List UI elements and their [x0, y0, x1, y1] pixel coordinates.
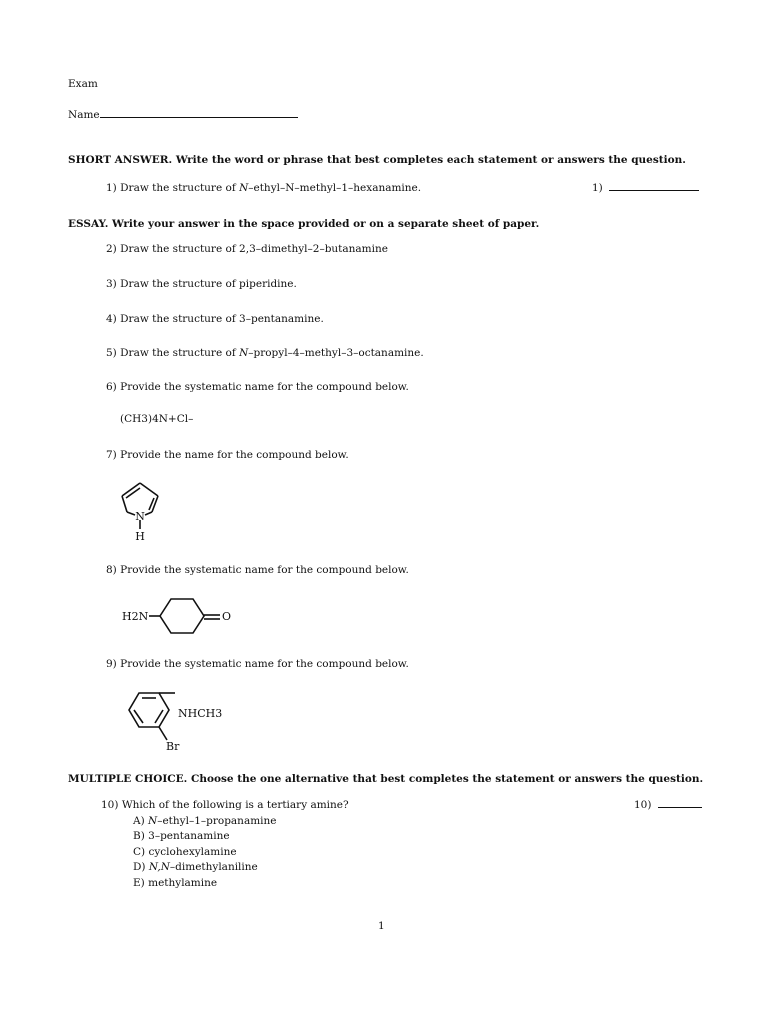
label-o: O [222, 610, 232, 623]
question-text: Draw the structure of 2,3–dimethyl–2–butanamine [120, 243, 388, 255]
name-label: Name [68, 109, 100, 121]
option-b[interactable] [133, 830, 230, 842]
answer-blank-1[interactable] [609, 190, 699, 191]
answer-number: 1) [592, 182, 603, 194]
label-nhch3: NHCH3 [178, 707, 223, 720]
question-2 [106, 243, 388, 255]
option-letter: C) [133, 846, 146, 858]
question-text: Provide the systematic name for the compound below. [120, 381, 409, 393]
answer-1 [592, 182, 699, 194]
label-h2n: H2N [122, 610, 149, 623]
question-number: 8) [106, 564, 117, 576]
formula-q6: (CH3)4N+Cl– [120, 413, 194, 425]
question-number: 10) [101, 799, 119, 811]
short-answer-heading: SHORT ANSWER. Write the word or phrase that best completes each statement or answers the question. [68, 154, 686, 166]
option-letter: D) [133, 861, 146, 873]
multiple-choice-heading: MULTIPLE CHOICE. Choose the one alternative that best completes the statement or answers the question. [68, 773, 704, 785]
option-letter: A) [133, 815, 145, 827]
question-6 [106, 381, 409, 393]
option-letter: E) [133, 877, 145, 889]
question-text: Provide the name for the compound below. [120, 449, 349, 461]
atom-n: N [135, 510, 145, 523]
question-number: 6) [106, 381, 117, 393]
option-c[interactable] [133, 846, 237, 858]
question-5 [106, 347, 424, 359]
option-text: 3–pentanamine [148, 830, 230, 842]
question-number: 7) [106, 449, 117, 461]
option-text: cyclohexylamine [148, 846, 237, 858]
question-number: 4) [106, 313, 117, 325]
question-number: 5) [106, 347, 117, 359]
option-text: –ethyl–1–propanamine [157, 815, 277, 827]
aminocyclohexanone-structure [118, 592, 238, 640]
answer-blank-10[interactable] [658, 807, 702, 808]
question-10 [101, 799, 349, 811]
answer-10 [634, 799, 702, 811]
question-number: 3) [106, 278, 117, 290]
option-text-italic: N [148, 815, 158, 827]
question-8 [106, 564, 409, 576]
label-br: Br [166, 740, 180, 753]
option-letter: B) [133, 830, 145, 842]
bromo-methylaniline-structure [118, 686, 238, 754]
pyrrole-structure [116, 478, 164, 544]
question-number: 1) [106, 182, 117, 194]
answer-number: 10) [634, 799, 652, 811]
name-blank[interactable] [100, 117, 298, 118]
page-number: 1 [378, 920, 385, 932]
question-text: Which of the following is a tertiary amine? [121, 799, 349, 811]
question-7 [106, 449, 349, 461]
option-text: –dimethylaniline [169, 861, 258, 873]
question-text: Provide the systematic name for the compound below. [120, 564, 409, 576]
question-text: Draw the structure of 3–pentanamine. [120, 313, 324, 325]
option-d[interactable] [133, 861, 258, 873]
option-text: methylamine [148, 877, 218, 889]
question-3 [106, 278, 297, 290]
question-4 [106, 313, 324, 325]
question-text: Draw the structure of [120, 182, 240, 194]
question-1 [106, 182, 421, 194]
question-text: Draw the structure of [120, 347, 240, 359]
option-a[interactable] [133, 815, 277, 827]
option-text-italic: N,N [148, 861, 170, 873]
exam-label: Exam [68, 78, 98, 90]
option-e[interactable] [133, 877, 217, 889]
question-text-italic: N [239, 347, 249, 359]
question-text-italic: N [239, 182, 249, 194]
question-text: –ethyl–N–methyl–1–hexanamine. [248, 182, 422, 194]
essay-heading: ESSAY. Write your answer in the space provided or on a separate sheet of paper. [68, 218, 540, 230]
atom-h: H [135, 530, 145, 543]
question-text: Provide the systematic name for the compound below. [120, 658, 409, 670]
name-row [68, 109, 298, 121]
question-number: 9) [106, 658, 117, 670]
question-9 [106, 658, 409, 670]
question-text: Draw the structure of piperidine. [120, 278, 297, 290]
question-text: –propyl–4–methyl–3–octanamine. [248, 347, 424, 359]
question-number: 2) [106, 243, 117, 255]
